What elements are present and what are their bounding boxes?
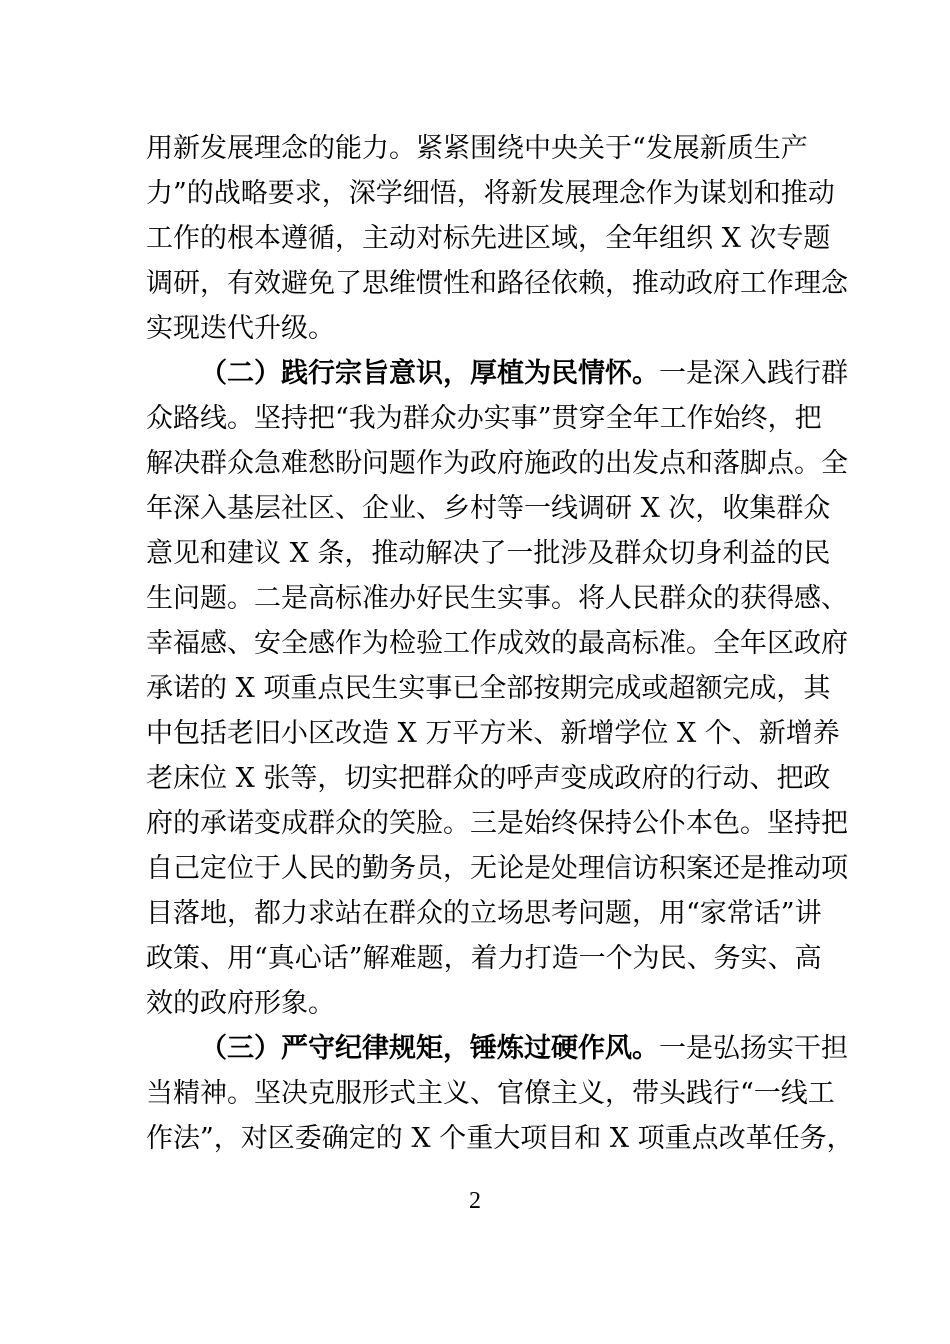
body-text-line: 作法”，对区委确定的 X 个重大项目和 X 项重点改革任务， [146, 1123, 854, 1154]
section-first-line [200, 357, 848, 391]
body-text-span: 一是弘扬实干担 [659, 1033, 848, 1064]
body-text-line: 意见和建议 X 条，推动解决了一批涉及群众切身利益的民 [146, 538, 831, 569]
body-text-line: 解决群众急难愁盼问题作为政府施政的出发点和落脚点。全 [146, 448, 848, 479]
body-text-line: 力”的战略要求，深学细悟，将新发展理念作为谋划和推动 [146, 178, 835, 209]
body-text-line: 年深入基层社区、企业、乡村等一线调研 X 次，收集群众 [146, 493, 831, 524]
body-text-line: 生问题。二是高标准办好民生实事。将人民群众的获得感、 [146, 583, 848, 614]
body-text-line: 实现迭代升级。 [146, 313, 335, 344]
body-text-line: 中包括老旧小区改造 X 万平方米、新增学位 X 个、新增养 [146, 718, 840, 749]
page-number: 2 [469, 1188, 481, 1214]
body-text-line: 调研，有效避免了思维惯性和路径依赖，推动政府工作理念 [146, 268, 848, 299]
section-first-line [200, 1032, 848, 1066]
body-text-line: 效的政府形象。 [146, 988, 335, 1019]
body-text-line: 用新发展理念的能力。紧紧围绕中央关于“发展新质生产 [146, 133, 808, 164]
body-text-line: 幸福感、安全感作为检验工作成效的最高标准。全年区政府 [146, 628, 848, 659]
body-text-line: 自己定位于人民的勤务员，无论是处理信访积案还是推动项 [146, 853, 848, 884]
body-text-line: 工作的根本遵循，主动对标先进区域，全年组织 X 次专题 [146, 223, 831, 254]
body-text-line: 政策、用“真心话”解难题，着力打造一个为民、务实、高 [146, 943, 822, 974]
body-text-line: 当精神。坚决克服形式主义、官僚主义，带头践行“一线工 [146, 1078, 835, 1109]
body-text-line: 府的承诺变成群众的笑脸。三是始终保持公仆本色。坚持把 [146, 808, 848, 839]
body-text-line: 老床位 X 张等，切实把群众的呼声变成政府的行动、把政 [146, 763, 831, 794]
section-heading: （二）践行宗旨意识，厚植为民情怀。 [200, 358, 659, 389]
body-text-line: 目落地，都力求站在群众的立场思考问题，用“家常话”讲 [146, 898, 822, 929]
body-text-line: 承诺的 X 项重点民生实事已全部按期完成或超额完成，其 [146, 673, 831, 704]
section-heading: （三）严守纪律规矩，锤炼过硬作风。 [200, 1033, 659, 1064]
body-text-line: 众路线。坚持把“我为群众办实事”贯穿全年工作始终，把 [146, 403, 822, 434]
body-text-span: 一是深入践行群 [659, 358, 848, 389]
